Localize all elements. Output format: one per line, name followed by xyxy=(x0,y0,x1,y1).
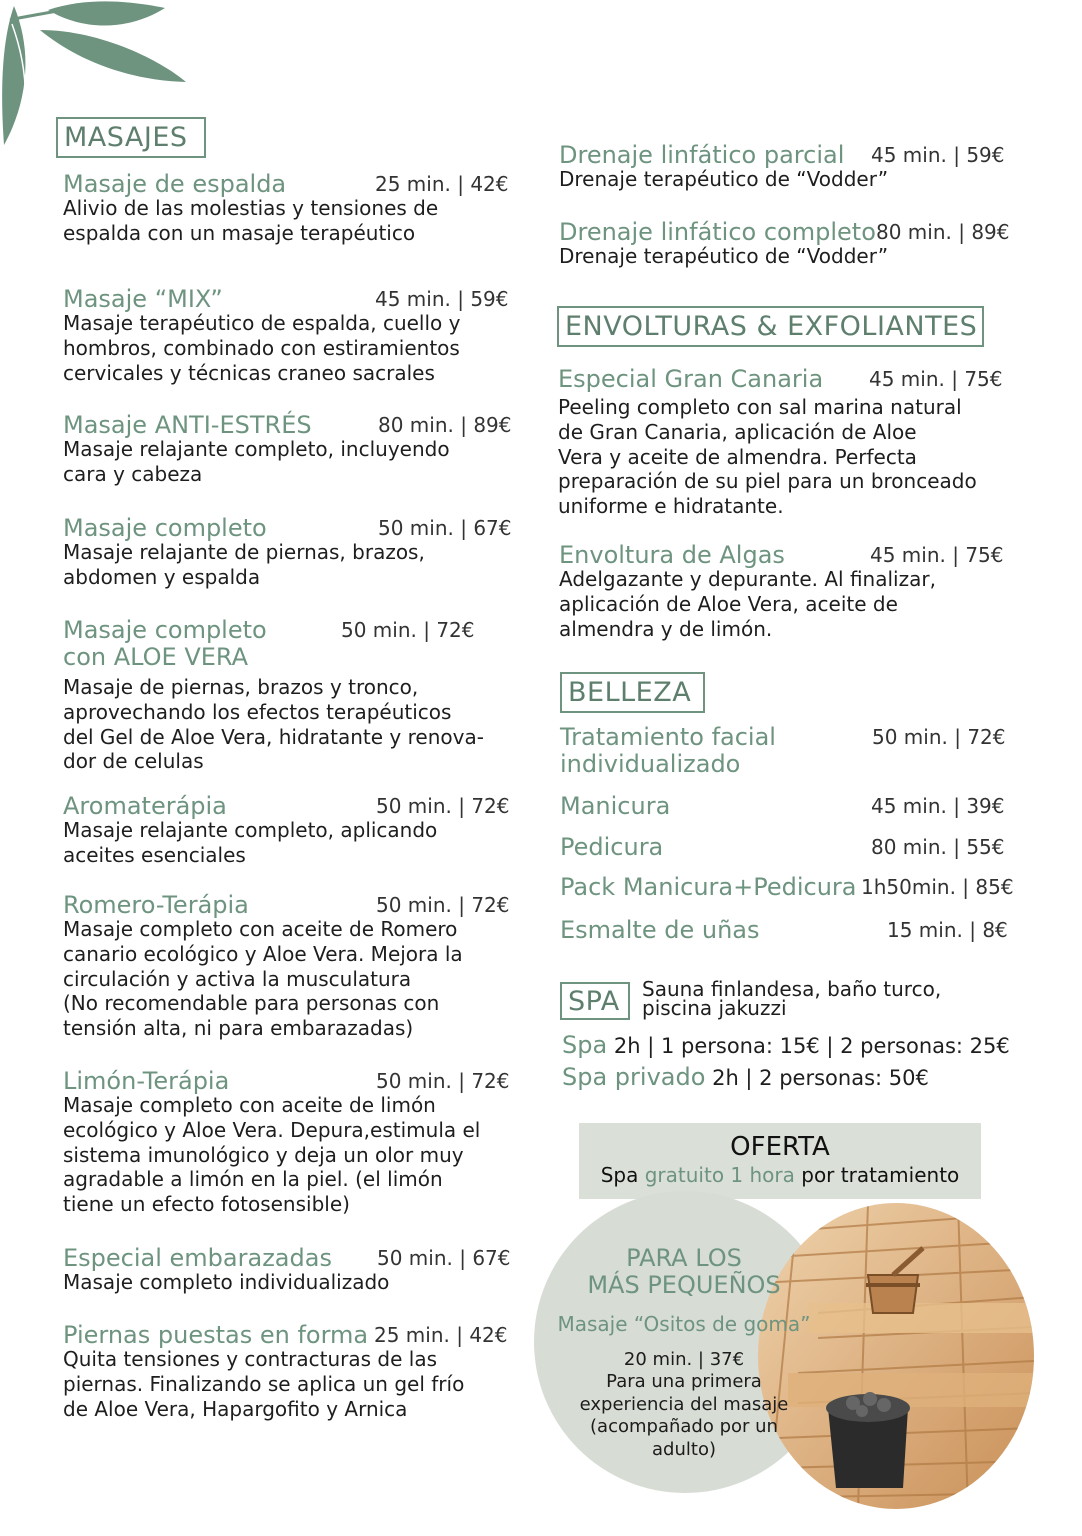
spa-price-line xyxy=(562,1032,1010,1059)
item-price: 80 min. | 55€ xyxy=(871,835,1005,859)
item-description xyxy=(63,675,513,774)
spa-key: Spa xyxy=(562,1031,608,1059)
item-name: Pack Manicura+Pedicura xyxy=(560,873,857,901)
menu-item xyxy=(560,724,1010,778)
description-line: tensión alta, ni para embarazadas) xyxy=(63,1016,414,1041)
kids-section xyxy=(534,1245,834,1461)
spa-description xyxy=(642,977,942,1020)
description-line: Adelgazante y depurante. Al finalizar, xyxy=(559,567,936,591)
description-line: cara y cabeza xyxy=(63,461,203,486)
kids-title-line: MÁS PEQUEÑOS xyxy=(587,1271,781,1299)
description-line: hombros, combinado con estiramientos xyxy=(63,335,460,360)
menu-item xyxy=(63,286,513,385)
kids-title xyxy=(534,1245,834,1299)
item-description xyxy=(63,818,513,868)
kids-desc-line: (acompañado por un xyxy=(590,1416,778,1438)
description-line: Masaje relajante completo, incluyendo xyxy=(63,437,450,461)
item-name: Drenaje linfático parcial xyxy=(559,141,845,169)
spa-text: 2h | 1 persona: 15€ | 2 personas: 25€ xyxy=(607,1034,1010,1058)
description-line: del Gel de Aloe Vera, hidratante y renova- xyxy=(63,724,484,749)
description-line: Drenaje terapéutico de “Vodder” xyxy=(559,167,889,191)
item-price: 80 min. | 89€ xyxy=(378,413,512,437)
spa-key: Spa privado xyxy=(562,1063,706,1091)
description-line: agradable a limón en la piel. (el limón xyxy=(63,1167,443,1192)
kids-title-line: PARA LOS xyxy=(626,1244,742,1272)
spa-desc-line: piscina jakuzzi xyxy=(642,996,787,1020)
item-price: 45 min. | 59€ xyxy=(375,287,509,311)
item-price: 45 min. | 75€ xyxy=(870,543,1004,567)
menu-item xyxy=(63,1245,513,1295)
menu-item xyxy=(63,1068,513,1217)
description-line: almendra y de limón. xyxy=(559,616,773,641)
item-name: Manicura xyxy=(560,792,671,820)
description-line: Drenaje terapéutico de “Vodder” xyxy=(559,244,889,268)
description-line: aceites esenciales xyxy=(63,842,246,867)
item-price: 45 min. | 39€ xyxy=(871,794,1005,818)
item-name: Tratamiento facial xyxy=(560,723,776,751)
item-name: Especial embarazadas xyxy=(63,1244,332,1272)
item-name: Masaje completo xyxy=(63,514,267,542)
kids-desc-line: adulto) xyxy=(652,1438,716,1460)
item-description xyxy=(63,311,513,385)
description-line: circulación y activa la musculatura xyxy=(63,966,412,991)
item-name: Masaje de espalda xyxy=(63,170,287,198)
item-price: 25 min. | 42€ xyxy=(375,172,509,196)
menu-item xyxy=(560,873,1014,901)
kids-desc-line: experiencia del masaje xyxy=(579,1393,789,1415)
description-line: sistema imunológico y deja un olor muy xyxy=(63,1142,464,1167)
kids-price: 20 min. | 37€ xyxy=(623,1349,745,1370)
item-name: Envoltura de Algas xyxy=(559,541,785,569)
menu-item xyxy=(559,142,1009,192)
description-line: cervicales y técnicas craneo sacrales xyxy=(63,360,435,385)
item-price: 50 min. | 67€ xyxy=(377,1246,511,1270)
item-description xyxy=(63,1093,513,1217)
menu-item xyxy=(63,171,513,246)
description-line: Masaje completo con aceite de Romero xyxy=(63,917,458,941)
item-name-line-2: con ALOE VERA xyxy=(63,643,249,671)
item-description xyxy=(559,167,1009,192)
description-line: Alivio de las molestias y tensiones de xyxy=(63,196,439,220)
item-name: Esmalte de uñas xyxy=(560,916,760,944)
offer-highlight: gratuito 1 hora xyxy=(644,1163,795,1187)
item-price: 50 min. | 72€ xyxy=(376,893,510,917)
item-name: Limón-Terápia xyxy=(63,1067,230,1095)
item-description xyxy=(63,437,513,487)
description-line: Masaje relajante completo, aplicando xyxy=(63,818,438,842)
description-line: canario ecológico y Aloe Vera. Mejora la xyxy=(63,941,463,966)
menu-item xyxy=(559,542,1019,641)
offer-box xyxy=(579,1123,981,1199)
item-price: 50 min. | 72€ xyxy=(341,618,475,642)
menu-item xyxy=(560,917,1010,943)
item-name: Masaje completo xyxy=(63,616,267,644)
item-name: Aromaterápia xyxy=(63,792,227,820)
menu-item xyxy=(559,219,1009,269)
section-title-masajes: MASAJES xyxy=(56,117,206,158)
item-price: 15 min. | 8€ xyxy=(887,918,1008,942)
description-line: uniforme e hidratante. xyxy=(558,494,784,519)
item-price: 45 min. | 59€ xyxy=(871,143,1005,167)
item-price: 80 min. | 89€ xyxy=(876,220,1010,244)
description-line: piernas. Finalizando se aplica un gel frío xyxy=(63,1371,465,1396)
item-description xyxy=(559,567,1019,641)
item-description xyxy=(558,395,1018,519)
menu-item xyxy=(63,892,513,1041)
item-name: Romero-Terápia xyxy=(63,891,249,919)
description-line: Masaje de piernas, brazos y tronco, xyxy=(63,675,419,699)
spa-private-price-line xyxy=(562,1064,929,1091)
item-price: 50 min. | 72€ xyxy=(376,1069,510,1093)
item-description xyxy=(63,196,513,246)
description-line: Masaje completo individualizado xyxy=(63,1270,390,1294)
description-line: ecológico y Aloe Vera. Depura,estimula el xyxy=(63,1117,481,1142)
description-line: Masaje relajante de piernas, brazos, xyxy=(63,540,425,564)
offer-post: por tratamiento xyxy=(794,1163,960,1187)
menu-item xyxy=(63,793,513,868)
description-line: aplicación de Aloe Vera, aceite de xyxy=(559,591,898,616)
item-description xyxy=(63,1270,513,1295)
item-description xyxy=(559,244,1009,269)
description-line: Masaje completo con aceite de limón xyxy=(63,1093,436,1117)
item-price: 1h50min. | 85€ xyxy=(861,875,1014,899)
offer-text xyxy=(579,1162,981,1188)
offer-pre: Spa xyxy=(600,1163,645,1187)
offer-title: OFERTA xyxy=(730,1132,830,1162)
description-line: Peeling completo con sal marina natural xyxy=(558,395,962,419)
item-name: Pedicura xyxy=(560,833,664,861)
menu-item xyxy=(558,366,1018,519)
description-line: abdomen y espalda xyxy=(63,564,261,589)
description-line: preparación de su piel para un bronceado xyxy=(558,469,977,494)
description-line: dor de celulas xyxy=(63,749,204,774)
section-title-envolturas: ENVOLTURAS & EXFOLIANTES xyxy=(557,306,984,347)
item-price: 45 min. | 75€ xyxy=(869,367,1003,391)
description-line: de Gran Canaria, aplicación de Aloe xyxy=(558,419,917,444)
menu-item xyxy=(560,834,1010,860)
menu-item xyxy=(63,412,513,487)
section-title-belleza: BELLEZA xyxy=(560,672,705,713)
item-name: Drenaje linfático completo xyxy=(559,218,876,246)
item-price: 50 min. | 67€ xyxy=(378,516,512,540)
item-name-line-2: individualizado xyxy=(560,750,741,778)
description-line: Masaje terapéutico de espalda, cuello y xyxy=(63,311,461,335)
menu-item xyxy=(560,793,1010,819)
item-price: 50 min. | 72€ xyxy=(376,794,510,818)
description-line: de Aloe Vera, Hapargofito y Arnica xyxy=(63,1396,408,1421)
description-line: espalda con un masaje terapéutico xyxy=(63,220,416,245)
item-name: Masaje ANTI-ESTRÉS xyxy=(63,411,312,439)
kids-desc xyxy=(534,1371,834,1461)
menu-item xyxy=(63,1322,513,1421)
description-line: tiene un efecto fotosensible) xyxy=(63,1192,350,1217)
description-line: Quita tensiones y contracturas de las xyxy=(63,1347,438,1371)
menu-item xyxy=(63,617,513,774)
item-description xyxy=(63,917,513,1041)
item-name: Especial Gran Canaria xyxy=(558,365,824,393)
item-price: 25 min. | 42€ xyxy=(374,1323,508,1347)
item-name: Piernas puestas en forma xyxy=(63,1321,369,1349)
kids-massage-name: Masaje “Ositos de goma” xyxy=(557,1312,811,1336)
item-description xyxy=(63,540,513,590)
item-price: 50 min. | 72€ xyxy=(872,725,1006,749)
item-description xyxy=(63,1347,513,1421)
item-name: Masaje “MIX” xyxy=(63,285,223,313)
spa-text: 2h | 2 personas: 50€ xyxy=(705,1066,929,1090)
kids-desc-line: Para una primera xyxy=(606,1371,762,1392)
description-line: Vera y aceite de almendra. Perfecta xyxy=(558,444,917,469)
spa-desc-line: Sauna finlandesa, baño turco, xyxy=(642,977,942,1001)
description-line: (No recomendable para personas con xyxy=(63,991,440,1016)
menu-item xyxy=(63,515,513,590)
section-title-spa: SPA xyxy=(560,982,630,1020)
description-line: aprovechando los efectos terapéuticos xyxy=(63,699,452,724)
